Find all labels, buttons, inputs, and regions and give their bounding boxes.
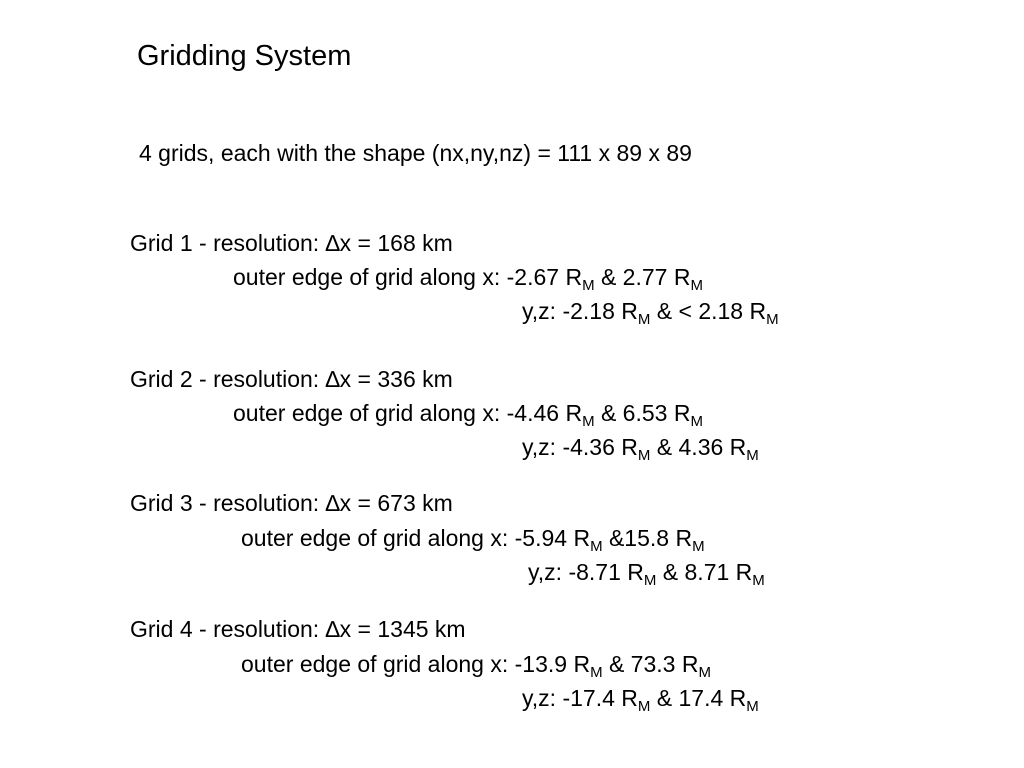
grid-1-x-extent-start: outer edge of grid along x: -2.67 R [233,264,583,290]
grid-2-x-extent-start: outer edge of grid along x: -4.46 R [233,400,583,426]
grid-4-yz-extent-end: & 17.4 R [650,685,747,711]
grid-3-x-extent-start: outer edge of grid along x: -5.94 R [241,525,591,551]
grid-1-resolution: Grid 1 - resolution: ∆x = 168 km [130,230,453,256]
grid-2-x-extent-end: & 6.53 R [594,400,691,426]
slide-title: Gridding System [137,40,352,72]
grid-2-yz-extent-start: y,z: -4.36 R [522,434,638,460]
grid-3-yz-extent [528,558,765,589]
grid-3-resolution: Grid 3 - resolution: ∆x = 673 km [130,490,453,516]
grid-4-x-extent [241,650,711,681]
grid-4-yz-extent [522,684,759,715]
grid-2-yz-extent-end: & 4.36 R [650,434,747,460]
subscript-m: M [590,664,603,681]
grid-3-x-extent-end: &15.8 R [602,525,693,551]
grid-1-x-extent-end: & 2.77 R [594,264,691,290]
grid-1-yz-extent [522,297,779,328]
grid-4-resolution: Grid 4 - resolution: ∆x = 1345 km [130,616,466,642]
subscript-m: M [637,447,651,464]
grid-3-yz-extent-end: & 8.71 R [656,559,753,585]
subscript-m: M [698,664,711,681]
grid-1-yz-extent-end: & < 2.18 R [650,298,767,324]
subscript-m: M [582,413,595,430]
subscript-m: M [582,277,595,294]
grid-3-x-extent [241,524,705,555]
subscript-m: M [690,277,703,294]
grid-4-x-extent-start: outer edge of grid along x: -13.9 R [241,651,591,677]
subscript-m: M [590,538,603,555]
grid-4-yz-extent-start: y,z: -17.4 R [522,685,638,711]
subscript-m: M [690,413,703,430]
subscript-m: M [637,698,651,715]
grid-2-x-extent [233,399,703,430]
subscript-m: M [746,698,759,715]
grid-1-yz-extent-start: y,z: -2.18 R [522,298,638,324]
subscript-m: M [746,447,759,464]
grid-1-x-extent [233,263,703,294]
subscript-m: M [752,572,765,589]
subscript-m: M [692,538,705,555]
grid-2-yz-extent [522,433,759,464]
grid-3-yz-extent-start: y,z: -8.71 R [528,559,644,585]
grid-shape-line: 4 grids, each with the shape (nx,ny,nz) = 111 x 89 x 89 [139,140,692,166]
subscript-m: M [643,572,657,589]
subscript-m: M [766,311,779,328]
subscript-m: M [637,311,651,328]
grid-4-x-extent-end: & 73.3 R [602,651,699,677]
grid-2-resolution: Grid 2 - resolution: ∆x = 336 km [130,366,453,392]
